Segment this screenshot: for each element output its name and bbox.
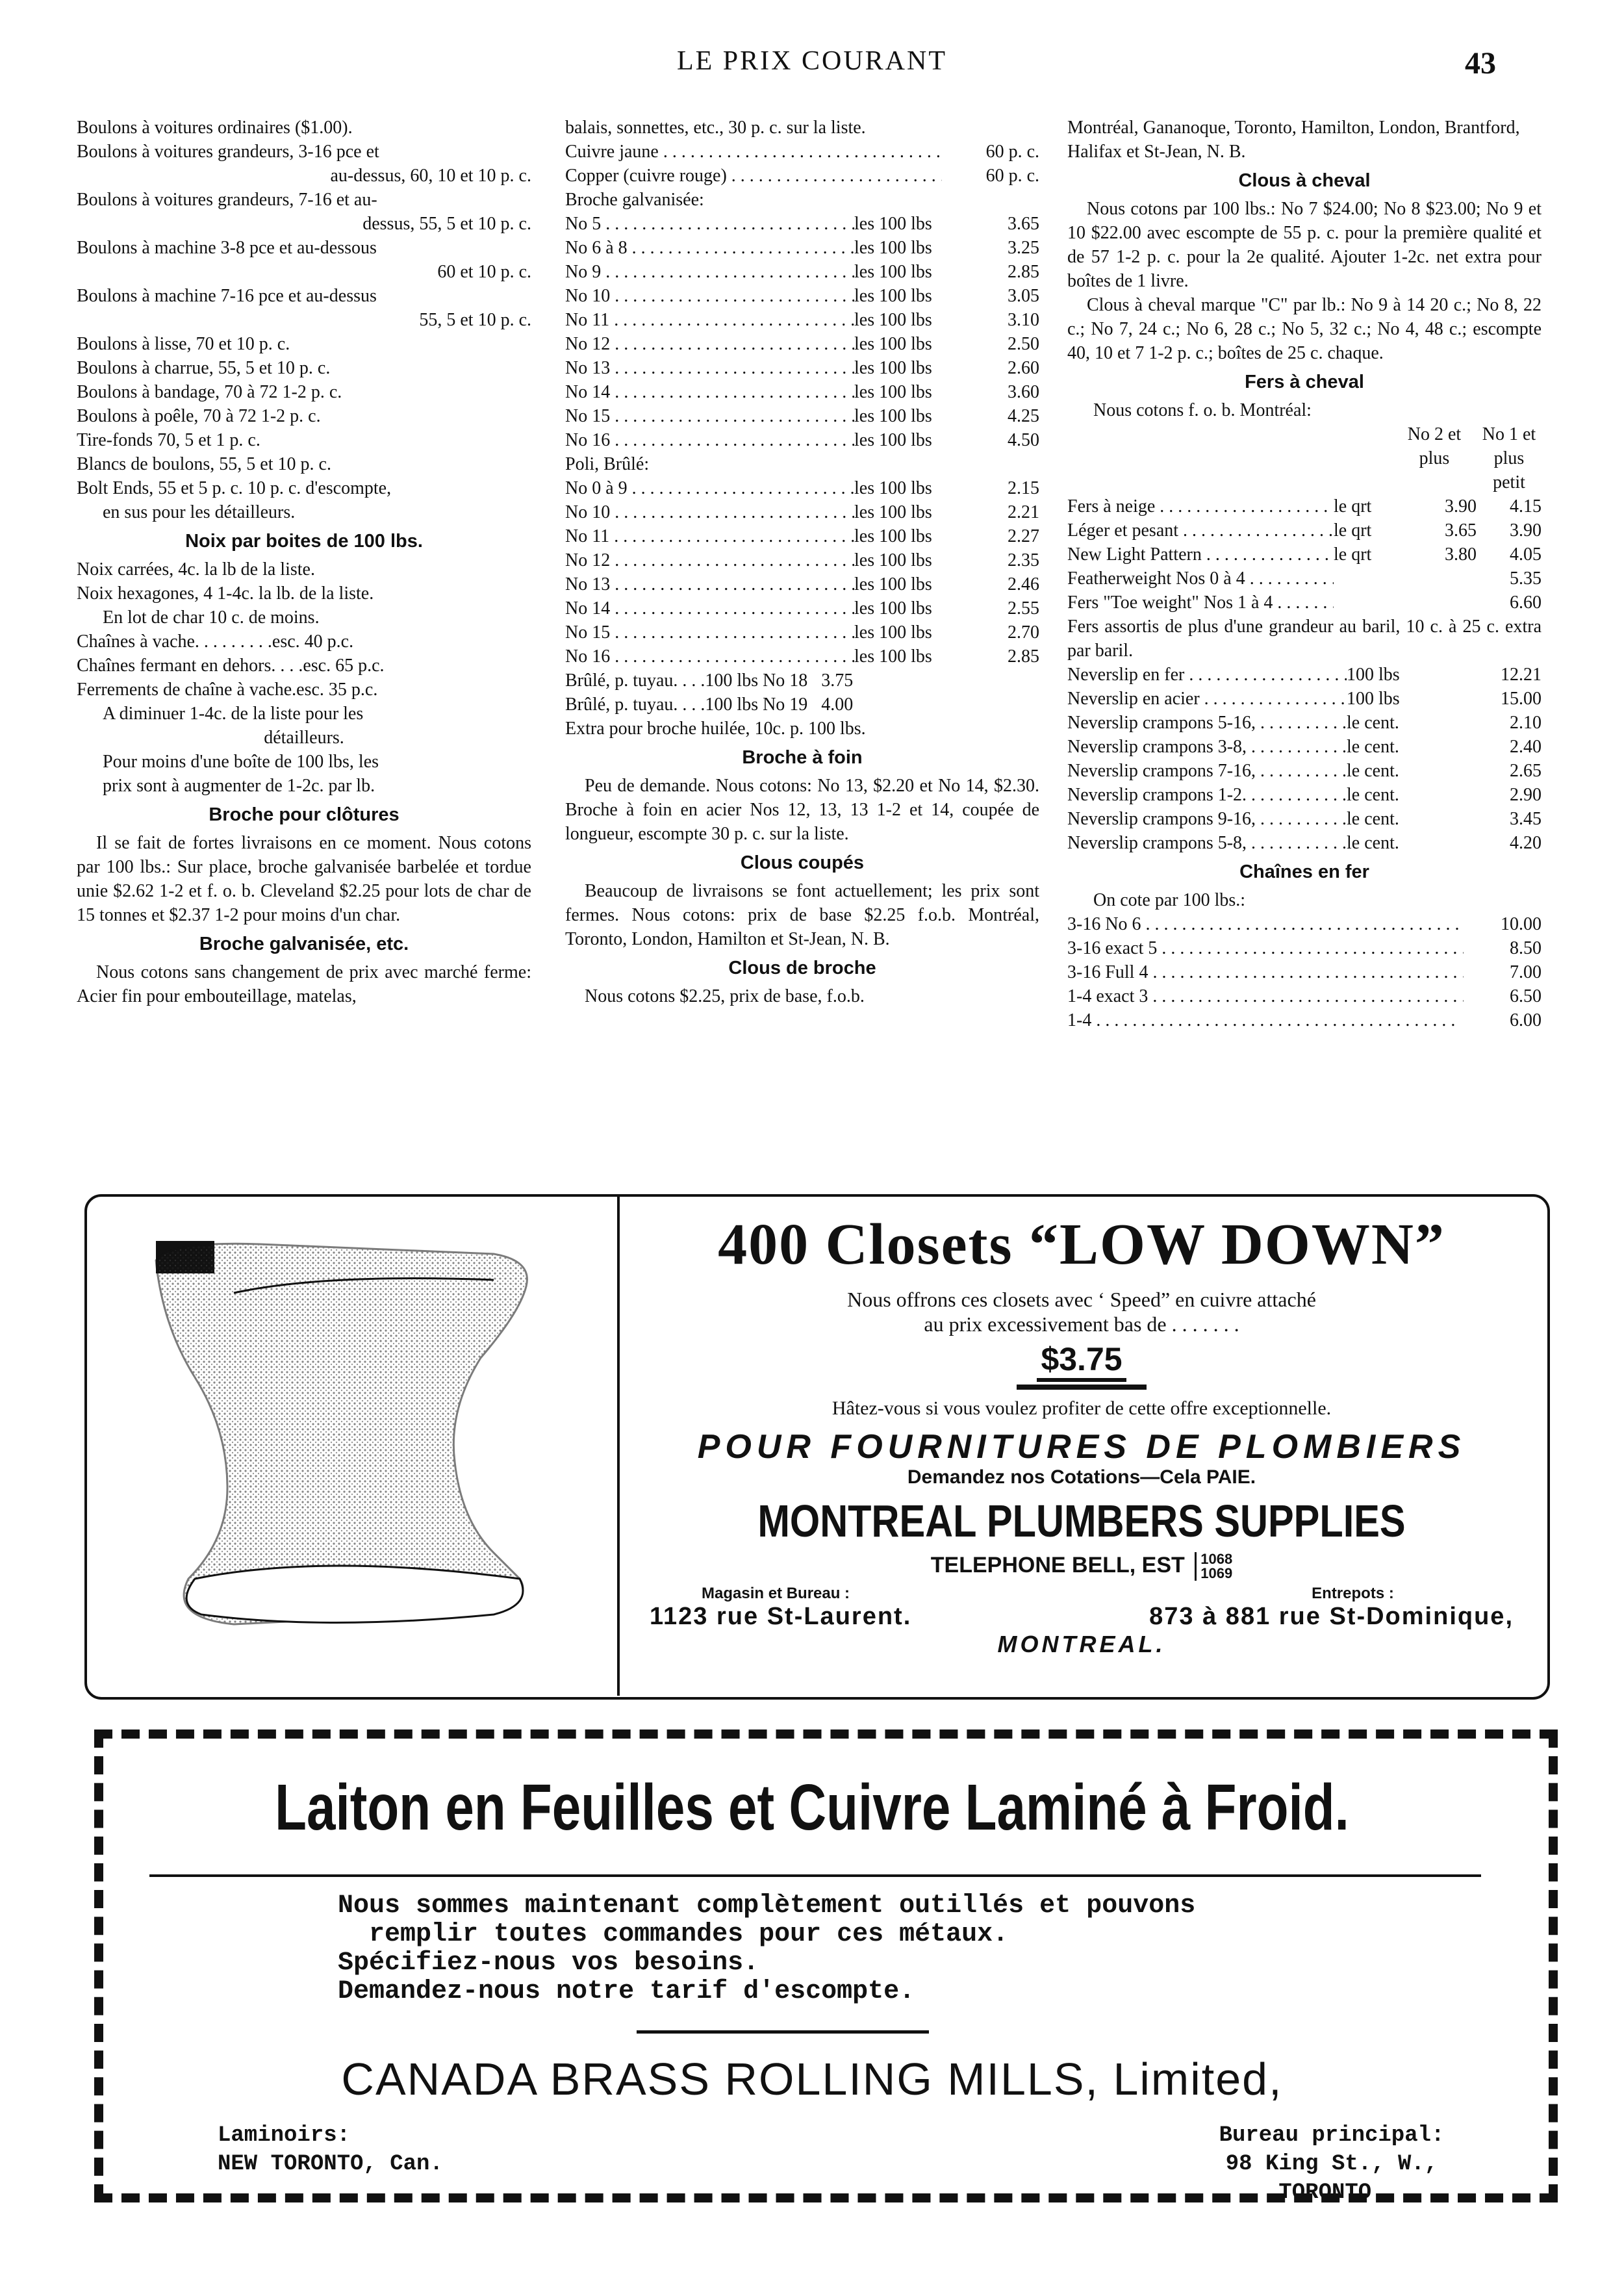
text-line: Nous cotons f. o. b. Montréal: [1093, 400, 1312, 420]
price-row [565, 476, 1039, 500]
row-unit: les 100 lbs [854, 574, 932, 594]
text-line: en sus pour les détailleurs. [103, 502, 296, 522]
ad-brass-title: Laiton en Feuilles et Cuivre Laminé à Froid. [275, 1771, 1349, 1844]
text-line: 60 et 10 p. c. [437, 262, 531, 282]
text-line: Boulons à lisse, 70 et 10 p. c. [77, 334, 290, 354]
office-label: Bureau principal: [1219, 2123, 1445, 2148]
text-line: Brûlé, p. tuyau. . . .100 lbs No 18 3.75 [565, 670, 854, 691]
ad-city: MONTREAL. [997, 1631, 1166, 1657]
price-row [565, 620, 1039, 645]
ad-hurry-line: Hâtez-vous si vous voulez profiter de cette offre exceptionnelle. [831, 1398, 1332, 1419]
row-label: Neverslip en fer . . . [1067, 663, 1347, 687]
row-price: 2.60 [1008, 358, 1039, 378]
mills-address: NEW TORONTO, Can. [218, 2152, 443, 2176]
text-line: Tire-fonds 70, 5 et 1 p. c. [77, 430, 260, 450]
row-unit: les 100 lbs [854, 550, 932, 570]
row-price: 8.50 [1510, 938, 1542, 958]
text-line: détailleurs. [264, 728, 344, 748]
telephone-number: 1068 [1200, 1551, 1233, 1567]
row-price: 2.90 [1510, 785, 1542, 805]
price-row [1067, 984, 1542, 1008]
row-price: 3.25 [1008, 238, 1039, 258]
row-value: 60 p. c. [985, 166, 1039, 186]
row-label: No 13 . . . [565, 572, 854, 596]
row-price: 2.65 [1510, 761, 1542, 781]
price-row [565, 212, 1039, 236]
row-value: 60 p. c. [985, 142, 1039, 162]
page-header-title: LE PRIX COURANT [676, 46, 947, 76]
text-line: Noix hexagones, 4 1-4c. la lb. de la liste. [77, 583, 374, 604]
row-price: 3.45 [1510, 809, 1542, 829]
ad-price: $3.75 [1037, 1340, 1126, 1382]
row-price: 2.27 [1008, 526, 1039, 546]
text-line: Blancs de boulons, 55, 5 et 10 p. c. [77, 454, 331, 474]
row-unit: les 100 lbs [854, 646, 932, 667]
sub-label: Broche galvanisée: [565, 190, 704, 210]
row-price: 2.50 [1008, 334, 1039, 354]
section-heading-foin: Broche à foin [742, 747, 863, 768]
fers-column-headers [1067, 422, 1542, 494]
telephone-label: TELEPHONE BELL, EST [930, 1552, 1185, 1577]
section-heading-fers: Fers à cheval [1245, 372, 1364, 392]
text-line: On cote par 100 lbs.: [1093, 890, 1246, 910]
row-unit: les 100 lbs [854, 622, 932, 643]
text-line: Boulons à voitures grandeurs, 3-16 pce et [77, 142, 379, 162]
fers-col-header: No 2 et plus [1407, 424, 1462, 468]
row-unit: les 100 lbs [854, 598, 932, 619]
row-label: 1-4 . . . [1067, 1008, 1464, 1032]
sub-label: Poli, Brûlé: [565, 454, 650, 474]
price-row [565, 380, 1039, 404]
price-row [1067, 1008, 1542, 1032]
ad-offer-line: au prix excessivement bas de . . . . . . . [924, 1312, 1239, 1336]
title-rule [149, 1874, 1481, 1877]
row-unit: les 100 lbs [854, 406, 932, 426]
row-price-no2 [1392, 567, 1477, 591]
neverslip-price-table [1067, 663, 1542, 855]
price-row [1067, 831, 1542, 855]
office-address: 98 King St., W., TORONTO. [1225, 2152, 1438, 2205]
row-label: No 10 . . . [565, 284, 854, 308]
text-line: Extra pour broche huilée, 10c. p. 100 lbs. [565, 719, 866, 739]
row-price: 2.35 [1008, 550, 1039, 570]
text-line: Boulons à bandage, 70 à 72 1-2 p. c. [77, 382, 342, 402]
row-price: 3.65 [1008, 214, 1039, 234]
row-unit: le cent. [1347, 785, 1399, 805]
fers-price-table [1067, 494, 1542, 615]
row-unit: le cent. [1347, 737, 1399, 757]
row-label: New Light Pattern . . . [1067, 543, 1334, 567]
price-row [565, 260, 1039, 284]
ad-body-line: remplir toutes commandes pour ces métaux. [338, 1920, 1009, 1949]
row-price: 4.25 [1008, 406, 1039, 426]
row-label: No 14 . . . [565, 380, 854, 404]
price-row [565, 140, 1039, 164]
row-price: 2.85 [1008, 646, 1039, 667]
row-label: Neverslip crampons 3-8, . . . [1067, 735, 1347, 759]
row-price: 15.00 [1501, 689, 1542, 709]
mills-label: Laminoirs: [218, 2123, 351, 2148]
ad-closets-text [624, 1194, 1540, 1658]
text-line: Boulons à charrue, 55, 5 et 10 p. c. [77, 358, 331, 378]
row-unit: le qrt [1334, 520, 1372, 541]
text-line: Boulons à poêle, 70 à 72 1-2 p. c. [77, 406, 321, 426]
text-line: Boulons à machine 3-8 pce et au-dessous [77, 238, 377, 258]
text-line: Boulons à voitures grandeurs, 7-16 et au- [77, 190, 377, 210]
row-price: 3.60 [1008, 382, 1039, 402]
row-label: No 0 à 9 . . . [565, 476, 854, 500]
price-row [565, 404, 1039, 428]
price-row [1067, 591, 1542, 615]
row-label: Fers à neige . . . [1067, 494, 1334, 518]
row-label: Neverslip crampons 5-8, . . . [1067, 831, 1347, 855]
row-unit: les 100 lbs [854, 382, 932, 402]
row-unit: les 100 lbs [854, 430, 932, 450]
row-price-no1: 4.05 [1510, 544, 1542, 565]
price-row [1067, 936, 1542, 960]
price-row [1067, 663, 1542, 687]
section-heading-coupes: Clous coupés [740, 852, 865, 873]
row-label: 3-16 exact 5 . . . [1067, 936, 1464, 960]
row-unit: le cent. [1347, 833, 1399, 853]
ad-title: 400 Closets “LOW DOWN” [718, 1212, 1445, 1277]
text-line: Bolt Ends, 55 et 5 p. c. 10 p. c. d'escompte, [77, 478, 392, 498]
row-unit: les 100 lbs [854, 526, 932, 546]
text-line: prix sont à augmenter de 1-2c. par lb. [103, 776, 375, 796]
row-unit [1334, 567, 1392, 591]
toilet-illustration [130, 1215, 585, 1683]
price-row [565, 596, 1039, 620]
text-line: Chaînes à vache. . . . . . . . .esc. 40 p.c. [77, 632, 354, 652]
paragraph-fers-assortis: Fers assortis de plus d'une grandeur au baril, 10 c. à 25 c. extra par baril. [1067, 617, 1542, 661]
row-label: Neverslip crampons 1-2. . . . [1067, 783, 1347, 807]
section-heading-broche: Clous de broche [728, 958, 876, 978]
row-price: 2.21 [1008, 502, 1039, 522]
price-row [1067, 759, 1542, 783]
price-row [565, 645, 1039, 669]
ad-body-line: Spécifiez-nous vos besoins. [338, 1948, 759, 1978]
text-line: En lot de char 10 c. de moins. [103, 607, 320, 628]
paragraph-clous-cheval: Nous cotons par 100 lbs.: No 7 $24.00; No 8 $23.00; No 9 et 10 $22.00 avec escompte de 55 p. c. pour la première qualité et de 57 1-2 p. c. pour la 2e qualité. Ajouter 1-2c. net extra pour boîtes de 1 livre. [1067, 199, 1542, 291]
price-row [565, 524, 1039, 548]
row-price: 6.00 [1510, 1010, 1542, 1030]
row-unit: le cent. [1347, 761, 1399, 781]
row-unit: les 100 lbs [854, 502, 932, 522]
price-row [1067, 912, 1542, 936]
section-heading-galvanisee: Broche galvanisée, etc. [199, 934, 409, 954]
price-row [1067, 711, 1542, 735]
section-heading-noix: Noix par boites de 100 lbs. [185, 531, 423, 552]
paragraph-clotures: Il se fait de fortes livraisons en ce moment. Nous cotons par 100 lbs.: Sur place, broche galvanisée barbelée et tordue unie $2.62 1-2 et f. o. b. Cleveland $2.25 pour lots de char de 15 tonnes et $2.37 1-2 pour moins d'un char. [77, 833, 531, 925]
row-label: No 12 . . . [565, 332, 854, 356]
row-unit: les 100 lbs [854, 310, 932, 330]
text-line: Boulons à voitures ordinaires ($1.00). [77, 118, 353, 138]
row-price: 2.15 [1008, 478, 1039, 498]
text-line: au-dessus, 60, 10 et 10 p. c. [330, 166, 531, 186]
row-label: 3-16 Full 4 . . . [1067, 960, 1464, 984]
row-price: 2.70 [1008, 622, 1039, 643]
section-heading-clotures: Broche pour clôtures [209, 804, 400, 825]
price-row [1067, 567, 1542, 591]
row-unit: le cent. [1347, 809, 1399, 829]
row-label: Cuivre jaune . . . [565, 140, 942, 164]
text-line: Pour moins d'une boîte de 100 lbs, les [103, 752, 379, 772]
paragraph-intro: balais, sonnettes, etc., 30 p. c. sur la liste. [565, 118, 866, 138]
ad-offer-line: Nous offrons ces closets avec ‘ Speed” en cuivre attaché [847, 1288, 1316, 1311]
row-price: 3.10 [1008, 310, 1039, 330]
paragraph-foin: Peu de demande. Nous cotons: No 13, $2.20 et No 14, $2.30. Broche à foin en acier Nos 12, 13, 13 1-2 et 14, coupée de longueur, escompte 30 p. c. sur la liste. [565, 776, 1039, 844]
row-label: No 15 . . . [565, 404, 854, 428]
galv-price-table [565, 212, 1039, 452]
ad-body-line: Nous sommes maintenant complètement outillés et pouvons [338, 1891, 1196, 1921]
row-price: 2.40 [1510, 737, 1542, 757]
text-line: Ferrements de chaîne à vache.esc. 35 p.c. [77, 680, 378, 700]
row-label: No 5 . . . [565, 212, 854, 236]
row-label: 1-4 exact 3 . . . [1067, 984, 1464, 1008]
price-row [1067, 783, 1542, 807]
row-label: No 14 . . . [565, 596, 854, 620]
row-unit: les 100 lbs [854, 334, 932, 354]
row-label: Featherweight Nos 0 à 4 . . . [1067, 567, 1334, 591]
store-label: Magasin et Bureau : [702, 1585, 850, 1602]
row-label: Neverslip en acier . . . [1067, 687, 1347, 711]
text-line: Chaînes fermant en dehors. . . .esc. 65 p.c. [77, 656, 385, 676]
row-price: 2.85 [1008, 262, 1039, 282]
row-label: No 6 à 8 . . . [565, 236, 854, 260]
text-line: Brûlé, p. tuyau. . . .100 lbs No 19 4.00 [565, 695, 854, 715]
paragraph-galvanisee: Nous cotons sans changement de prix avec marché ferme: Acier fin pour embouteillage, matelas, [77, 962, 531, 1006]
row-price: 2.55 [1008, 598, 1039, 619]
price-row [1067, 518, 1542, 543]
row-price-no1: 6.60 [1510, 593, 1542, 613]
paragraph-broche: Nous cotons $2.25, prix de base, f.o.b. [585, 986, 865, 1006]
row-label: No 15 . . . [565, 620, 854, 645]
paragraph-coupes: Beaucoup de livraisons se font actuellement; les prix sont fermes. Nous cotons: prix de base $2.25 f.o.b. Montréal, Toronto, London, Hamilton et St-Jean, N. B. [565, 881, 1039, 949]
row-label: Fers "Toe weight" Nos 1 à 4 . . . [1067, 591, 1334, 615]
depot-label: Entrepots : [1312, 1585, 1394, 1602]
price-row [565, 356, 1039, 380]
price-row [565, 164, 1039, 188]
column-1 [77, 116, 531, 1008]
price-underline [1017, 1385, 1147, 1390]
row-unit: les 100 lbs [854, 214, 932, 234]
ad-demand-line: Demandez nos Cotations—Cela PAIE. [907, 1466, 1256, 1488]
fers-col-header: No 1 et plus petit [1482, 424, 1536, 492]
price-row [1067, 735, 1542, 759]
body-rule [637, 2030, 929, 2034]
ad-pour-line: POUR FOURNITURES DE PLOMBIERS [697, 1428, 1466, 1466]
row-label: No 12 . . . [565, 548, 854, 572]
price-row [565, 284, 1039, 308]
column-3 [1067, 116, 1542, 1032]
store-block [650, 1585, 911, 1631]
row-unit: les 100 lbs [854, 286, 932, 306]
row-unit: le qrt [1334, 496, 1372, 517]
price-row [1067, 807, 1542, 831]
ad-body-line: Demandez-nous notre tarif d'escompte. [338, 1977, 915, 2006]
price-row [565, 236, 1039, 260]
price-row [565, 572, 1039, 596]
row-price: 10.00 [1501, 914, 1542, 934]
row-label: Neverslip crampons 9-16, . . . [1067, 807, 1347, 831]
paragraph-clous-marque: Clous à cheval marque "C" par lb.: No 9 à 14 20 c.; No 8, 22 c.; No 7, 24 c.; No 6, 28 c.; No 5, 32 c.; No 4, 48 c.; escompte 40, 10 et 7 1-2 p. c.; boîtes de 25 c. chaque. [1067, 295, 1542, 363]
row-price: 6.50 [1510, 986, 1542, 1006]
row-price-no2: 3.80 [1445, 544, 1477, 565]
chaines-price-table [1067, 912, 1542, 1032]
row-unit: le cent. [1347, 713, 1399, 733]
ad-addresses [624, 1581, 1540, 1631]
row-price: 4.50 [1008, 430, 1039, 450]
price-row [1067, 687, 1542, 711]
row-price: 2.10 [1510, 713, 1542, 733]
page-number: 43 [1465, 46, 1496, 81]
ad-divider [617, 1195, 620, 1696]
text-line: Boulons à machine 7-16 pce et au-dessus [77, 286, 377, 306]
telephone-number: 1069 [1200, 1565, 1233, 1581]
row-price: 4.20 [1510, 833, 1542, 853]
row-price: 2.46 [1008, 574, 1039, 594]
row-unit: 100 lbs [1347, 689, 1400, 709]
row-unit [1334, 591, 1392, 615]
row-label: No 11 . . . [565, 524, 854, 548]
price-row [565, 548, 1039, 572]
row-label: 3-16 No 6 . . . [1067, 912, 1464, 936]
row-label: Léger et pesant . . . [1067, 518, 1334, 543]
price-row [1067, 960, 1542, 984]
text-line: 55, 5 et 10 p. c. [419, 310, 531, 330]
poli-price-table [565, 476, 1039, 669]
ad-telephone [624, 1552, 1540, 1581]
paragraph-intro: Montréal, Gananoque, Toronto, Hamilton, London, Brantford, Halifax et St-Jean, N. B. [1067, 118, 1520, 162]
text-line: Noix carrées, 4c. la lb de la liste. [77, 559, 315, 580]
row-label: No 16 . . . [565, 645, 854, 669]
ad-brass-company: CANADA BRASS ROLLING MILLS, Limited, [341, 2054, 1283, 2104]
ad-brass-body [338, 1892, 1195, 2006]
row-unit: les 100 lbs [854, 262, 932, 282]
row-price: 12.21 [1501, 665, 1542, 685]
row-price: 3.05 [1008, 286, 1039, 306]
row-unit: le qrt [1334, 544, 1372, 565]
text-line: dessus, 55, 5 et 10 p. c. [362, 214, 531, 234]
row-label: No 13 . . . [565, 356, 854, 380]
row-price: 7.00 [1510, 962, 1542, 982]
row-unit: 100 lbs [1347, 665, 1400, 685]
row-label: Neverslip crampons 5-16, . . . [1067, 711, 1347, 735]
price-row [1067, 494, 1542, 518]
row-price-no2: 3.90 [1445, 496, 1477, 517]
row-price-no2 [1392, 591, 1477, 615]
ad-brass-office [1169, 2121, 1494, 2207]
row-label: No 10 . . . [565, 500, 854, 524]
row-label: Neverslip crampons 7-16, . . . [1067, 759, 1347, 783]
column-2 [565, 116, 1039, 1008]
section-heading-chaines: Chaînes en fer [1239, 862, 1369, 882]
ad-brass-mills [218, 2121, 443, 2178]
ad-company-name: MONTREAL PLUMBERS SUPPLIES [757, 1496, 1406, 1546]
row-price-no1: 4.15 [1510, 496, 1542, 517]
row-unit: les 100 lbs [854, 478, 932, 498]
row-unit: les 100 lbs [854, 358, 932, 378]
price-row [565, 332, 1039, 356]
row-unit: les 100 lbs [854, 238, 932, 258]
row-label: No 11 . . . [565, 308, 854, 332]
row-label: No 9 . . . [565, 260, 854, 284]
price-row [565, 500, 1039, 524]
row-price-no1: 3.90 [1510, 520, 1542, 541]
price-row [1067, 543, 1542, 567]
price-row [565, 308, 1039, 332]
depot-address: 873 à 881 rue St-Dominique, [1149, 1603, 1514, 1630]
store-address: 1123 rue St-Laurent. [650, 1603, 912, 1630]
price-row [565, 428, 1039, 452]
text-line: A diminuer 1-4c. de la liste pour les [103, 704, 364, 724]
row-label: Copper (cuivre rouge) . . . [565, 164, 942, 188]
depot-block [1149, 1585, 1514, 1631]
row-price-no2: 3.65 [1445, 520, 1477, 541]
section-heading-clous-cheval: Clous à cheval [1238, 170, 1371, 191]
row-price-no1: 5.35 [1510, 568, 1542, 589]
row-label: No 16 . . . [565, 428, 854, 452]
